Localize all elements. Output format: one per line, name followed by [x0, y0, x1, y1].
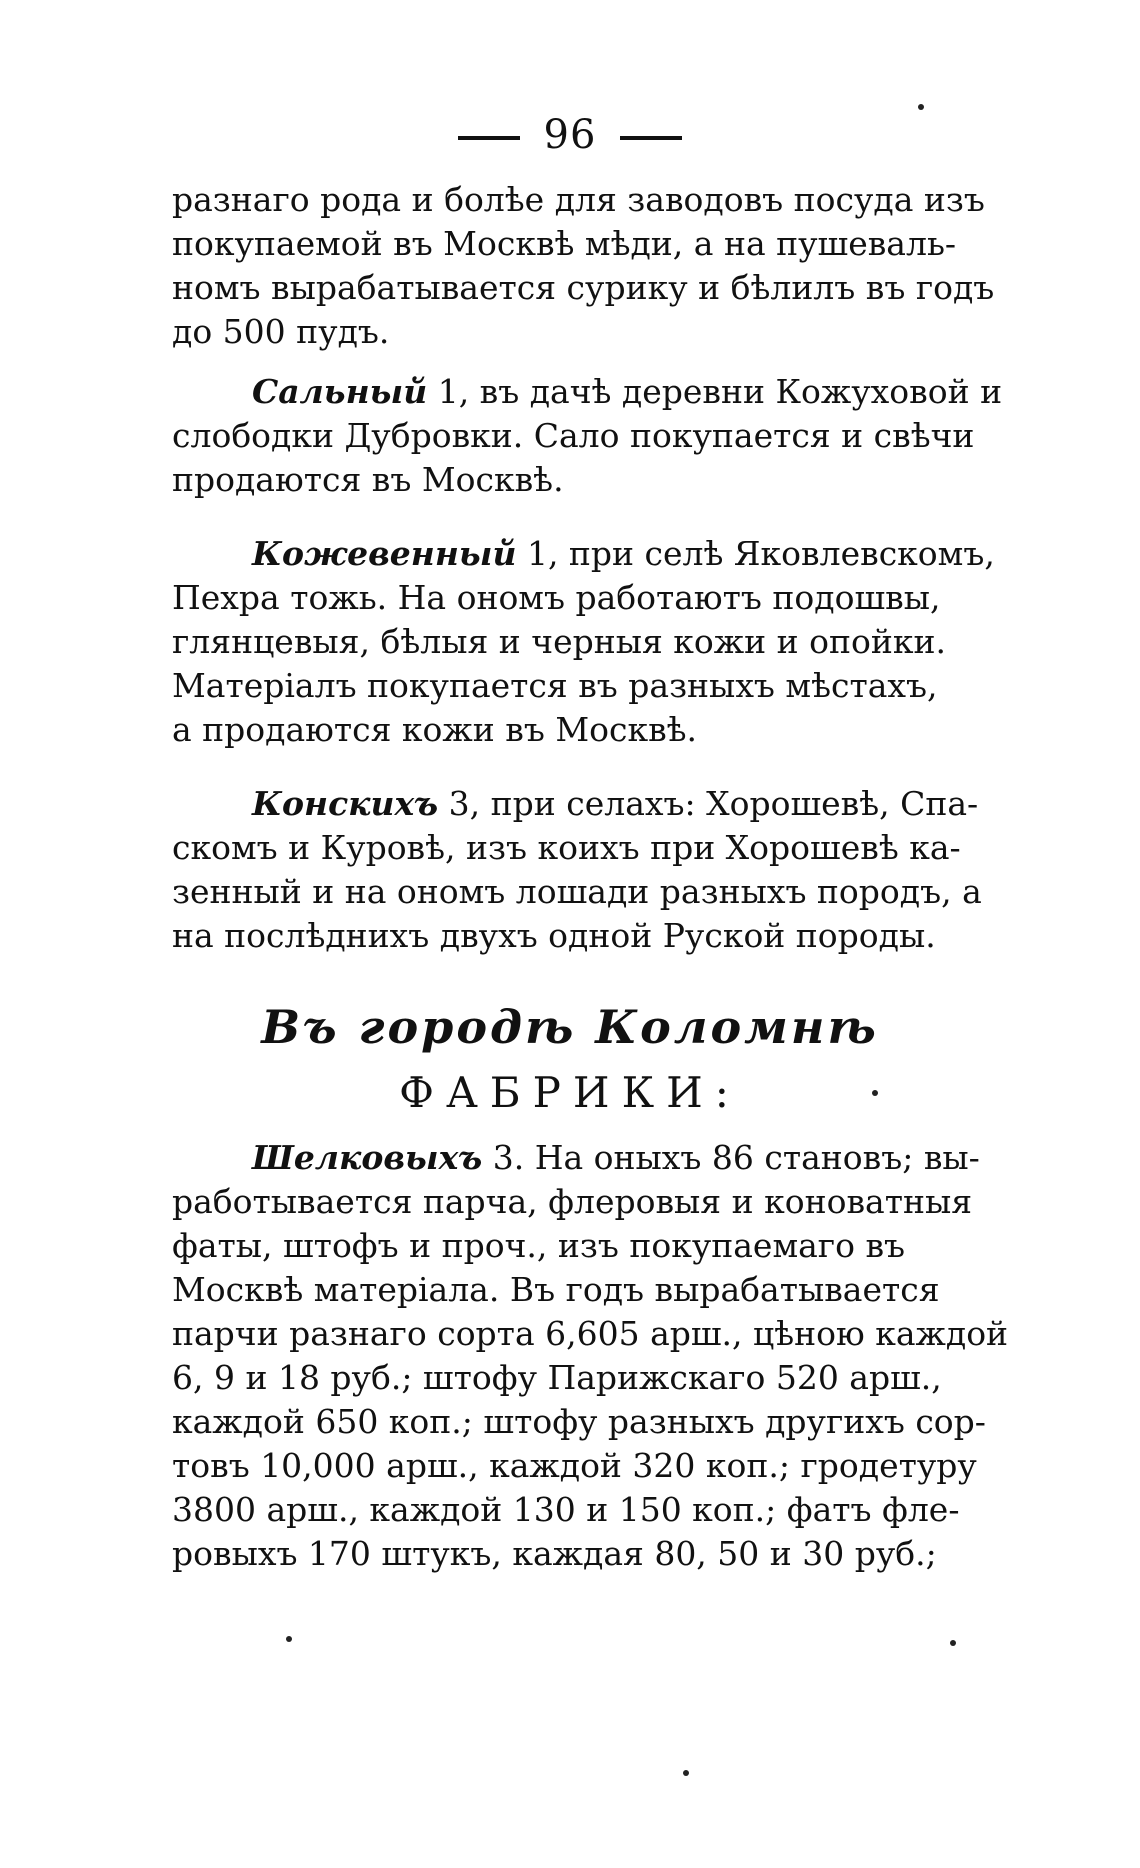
text-line: ровыхъ 170 штукъ, каждая 80, 50 и 30 руб.; [172, 1534, 937, 1573]
text-line: каждой 650 коп.; штофу разныхъ другихъ сор- [172, 1402, 986, 1441]
entry-lead: Конскихъ [252, 784, 439, 823]
page-number: 96 [543, 112, 597, 158]
paragraph-1 [172, 178, 1062, 354]
text-line: фаты, штофъ и проч., изъ покупаемаго въ [172, 1226, 906, 1265]
text-line: работывается парча, флеровыя и коноватныя [172, 1182, 973, 1221]
text-line: 6, 9 и 18 руб.; штофу Парижскаго 520 арш., [172, 1358, 942, 1397]
entry-lead: Кожевенный [252, 534, 517, 573]
scan-speck [286, 1636, 292, 1642]
paragraph-4 [172, 782, 1062, 958]
entry-text: 3, при селахъ: Хорошевѣ, Спа- [438, 784, 979, 823]
header-dash-left [458, 136, 520, 140]
scan-speck [950, 1640, 956, 1646]
text-line: разнаго рода и болѣе для заводовъ посуда изъ [172, 180, 985, 219]
text-line: товъ 10,000 арш., каждой 320 коп.; гродетуру [172, 1446, 977, 1485]
paragraph-3 [172, 532, 1062, 752]
paragraph-5 [172, 1136, 1062, 1576]
text-line [172, 782, 1062, 826]
text-line: до 500 пудъ. [172, 312, 390, 351]
scan-speck [872, 1090, 878, 1096]
entry-text: 1, при селѣ Яковлевскомъ, [516, 534, 995, 573]
scan-speck [918, 104, 924, 110]
text-line: глянцевыя, бѣлыя и черныя кожи и опойки. [172, 622, 946, 661]
text-line: номъ вырабатывается сурику и бѣлилъ въ годъ [172, 268, 995, 307]
paragraph-2 [172, 370, 1062, 502]
text-line: на послѣднихъ двухъ одной Руской породы. [172, 916, 936, 955]
entry-lead: Сальный [252, 372, 428, 411]
text-line: Матеріалъ покупается въ разныхъ мѣстахъ, [172, 666, 938, 705]
text-line: зенный и на ономъ лошади разныхъ породъ, а [172, 872, 982, 911]
city-heading: Въ городѣ Коломнѣ [261, 1000, 879, 1054]
text-line: покупаемой въ Москвѣ мѣди, а на пушеваль- [172, 224, 957, 263]
text-line: парчи разнаго сорта 6,605 арш., цѣною каждой [172, 1314, 1009, 1353]
text-line: продаются въ Москвѣ. [172, 460, 564, 499]
section-heading: ФАБРИКИ: [399, 1068, 741, 1117]
entry-text: 3. На оныхъ 86 становъ; вы- [482, 1138, 980, 1177]
entry-lead: Шелковыхъ [252, 1138, 483, 1177]
text-line: 3800 арш., каждой 130 и 150 коп.; фатъ фле- [172, 1490, 960, 1529]
text-line: слободки Дубровки. Сало покупается и свѣчи [172, 416, 975, 455]
text-line [172, 1136, 1062, 1180]
text-line: а продаются кожи въ Москвѣ. [172, 710, 698, 749]
page-header [0, 112, 1140, 158]
text-line [172, 370, 1062, 414]
scan-speck [683, 1770, 689, 1776]
text-line [172, 532, 1062, 576]
header-dash-right [620, 136, 682, 140]
text-line: Пехра тожь. На ономъ работаютъ подошвы, [172, 578, 941, 617]
text-line: скомъ и Куровѣ, изъ коихъ при Хорошевѣ ка- [172, 828, 961, 867]
entry-text: 1, въ дачѣ деревни Кожуховой и [427, 372, 1003, 411]
text-line: Москвѣ матеріала. Въ годъ вырабатывается [172, 1270, 940, 1309]
